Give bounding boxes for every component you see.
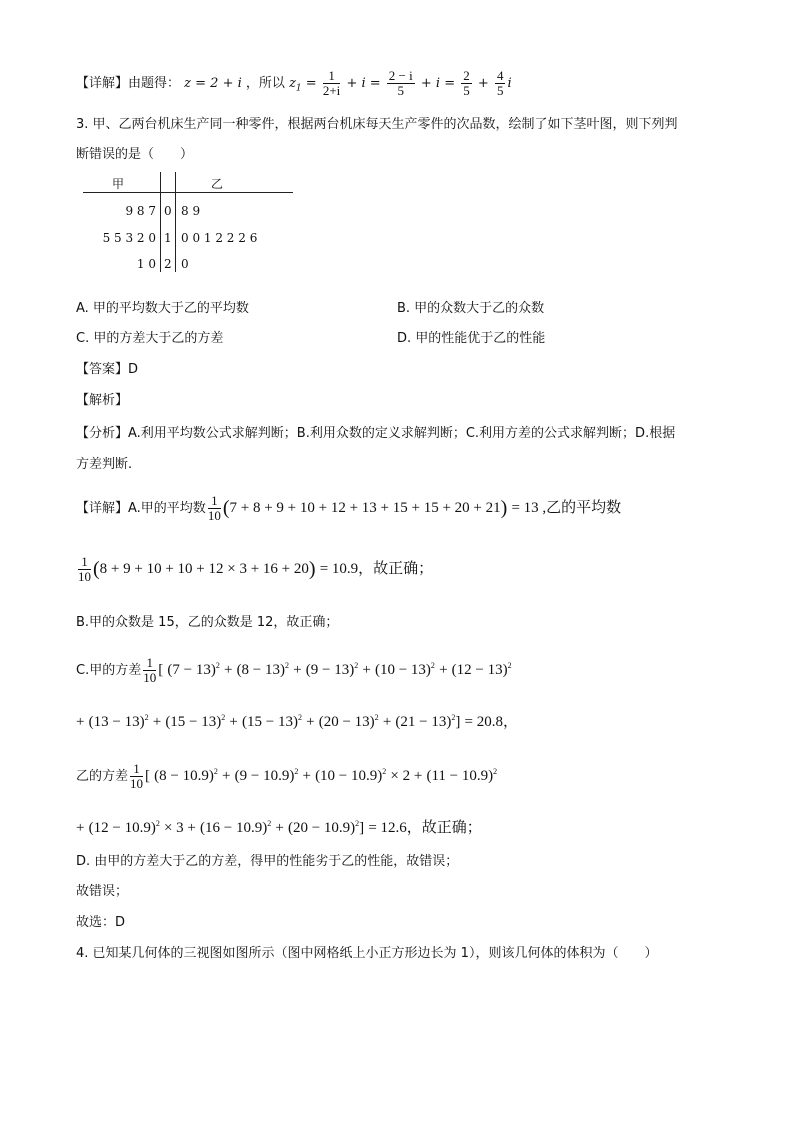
option-b: B. 甲的众数大于乙的众数 <box>397 301 545 316</box>
var-jia-term-9: $(20 - 13)^2$ <box>318 713 379 730</box>
mode-line: B.甲的众数是 15，乙的众数是 12，故正确； <box>76 615 339 630</box>
stem-leaf-plot <box>78 170 298 275</box>
paren-close: ) <box>500 497 508 519</box>
q4-stem: 4. 已知某几何体的三视图如图所示（图中网格纸上小正方形边长为 1），则该几何体的体积为（ ） <box>76 946 658 961</box>
paren-open: ( <box>222 497 230 519</box>
mean-jia-line <box>76 490 621 526</box>
leaf-right-row1: 0 0 1 2 2 2 6 <box>181 231 258 245</box>
detail-line-complex <box>76 66 512 102</box>
var-jia-term-2: $(8 - 13)^2$ <box>236 661 290 678</box>
paren-close-2: ) <box>308 558 316 580</box>
mean-yi-expression: 8 + 9 + 10 + 10 + 12 × 3 + 16 + 20 <box>99 561 309 577</box>
one-tenth-fraction-3: $\frac{1}{10}$ <box>143 655 157 685</box>
var-jia-term-3: $(9 - 13)^2$ <box>305 661 359 678</box>
mean-yi-result: = 10.9，故正确； <box>319 561 434 577</box>
option-a: A. 甲的平均数大于乙的平均数 <box>76 301 249 316</box>
var-jia-lead: C.甲的方差 <box>76 663 142 678</box>
var-yi-times-3: × 3 + <box>163 820 196 836</box>
q3-stem-line1: 3. 甲、乙两台机床生产同一种零件，根据两台机床每天生产零件的次品数，绘制了如下茎叶图，则下列判 <box>76 117 678 132</box>
q3-stem-line2: 断错误的是（ ） <box>76 147 194 162</box>
header-rule <box>83 192 293 193</box>
var-yi-term-5: $(12 - 10.9)^2$ <box>88 819 160 836</box>
var-yi-term-6: $(16 - 10.9)^2$ <box>200 819 272 836</box>
fenxi-line2: 方差判断. <box>76 457 133 472</box>
var-jia-term-7: $(15 - 13)^2$ <box>165 713 226 730</box>
stem-row1: 1 <box>164 231 172 245</box>
z-expression: z = 2 + i <box>184 76 242 91</box>
paren-open-2: ( <box>93 558 100 580</box>
fraction-4-over-5: $\frac{4}{5}$ <box>496 68 504 98</box>
detail-lead: 由题得： <box>128 76 181 91</box>
detail-tag: 【详解】 <box>76 76 129 91</box>
var-yi-times-2: × 2 + <box>390 768 423 784</box>
analysis-tag: 【解析】 <box>76 393 129 408</box>
var-jia-result: = 20.8， <box>464 714 518 730</box>
var-yi-row2: + $(12 - 10.9)^2 \times 3 + (16 - 10.9)^2 + (20 - 10.9)^2] = 12.6$，故正确； <box>76 819 482 836</box>
fraction-2mi-over-5: $\frac{2 - i}{5}$ <box>388 68 413 98</box>
var-jia-row2: + $(13 - 13)^2 + (15 - 13)^2 + (15 - 13)^2 + (20 - 13)^2 + (21 - 13)^2] = 20.8$， <box>76 713 518 730</box>
mean-yi-line <box>76 551 433 587</box>
var-yi-term-4: $(11 - 10.9)^2$ <box>426 767 498 784</box>
fraction-1-over-2pi: $\frac{1}{2+i}$ <box>322 68 341 98</box>
answer-line <box>76 358 138 377</box>
option-d: D. 甲的性能优于乙的性能 <box>397 331 546 346</box>
choose-line: 故选：D <box>76 915 126 930</box>
header-jia: 甲 <box>112 177 125 191</box>
conclusion-d-line: D. 由甲的方差大于乙的方差，得甲的性能劣于乙的性能，故错误； <box>76 854 459 869</box>
var-jia-term-5: $(12 - 13)^2$ <box>451 661 512 678</box>
mean-jia-lead: 【详解】A.甲的平均数 <box>76 501 206 516</box>
plus-i-2: + i = <box>420 76 456 91</box>
var-yi-term-7: $(20 - 10.9)^2$ <box>287 819 360 836</box>
var-jia-term-10: $(21 - 13)^2$ <box>395 713 456 730</box>
one-tenth-fraction-4: $\frac{1}{10}$ <box>130 761 144 791</box>
plus: + <box>477 76 489 91</box>
leaf-right-row0: 8 9 <box>181 204 201 218</box>
wrong-line: 故错误； <box>76 884 129 899</box>
var-yi-result: = 12.6，故正确； <box>368 820 482 836</box>
answer-tag: 【答案】 <box>76 362 129 377</box>
var-yi-row1: 乙的方差 $\frac{1}{10}$ [ $(8 - 10.9)^2 + (9 - 10.9)^2 + (10 - 10.9)^2 \times 2 + (11 - 10.9)^2$ <box>76 761 498 791</box>
leaf-left-row2: 1 0 <box>136 257 156 271</box>
var-yi-term-3: $(10 - 10.9)^2$ <box>315 767 387 784</box>
divider-right <box>175 172 176 272</box>
leaf-left-row0: 9 8 7 <box>125 204 156 218</box>
leaf-right-row2: 0 <box>181 257 189 271</box>
plus-i: + i = <box>346 76 381 91</box>
stem-row0: 0 <box>164 204 172 218</box>
so-text: ，所以 <box>245 76 285 91</box>
one-tenth-fraction: $\frac{1}{10}$ <box>207 493 221 523</box>
var-yi-term-2: $(9 - 10.9)^2$ <box>234 767 299 784</box>
fenxi-line1: 【分析】A.利用平均数公式求解判断；B.利用众数的定义求解判断；C.利用方差的公式求解判断；D.根据 <box>76 426 676 441</box>
stem-row2: 2 <box>164 257 172 271</box>
var-jia-term-4: $(10 - 13)^2$ <box>374 661 435 678</box>
equals: = <box>305 76 317 91</box>
divider-left <box>160 172 161 272</box>
answer-value: D <box>128 362 139 377</box>
var-yi-term-1: $(8 - 10.9)^2$ <box>154 767 218 784</box>
i-symbol: i <box>507 76 512 91</box>
mean-jia-result: = 13 ,乙的平均数 <box>511 500 622 516</box>
option-c: C. 甲的方差大于乙的方差 <box>76 331 224 346</box>
header-yi: 乙 <box>211 177 224 191</box>
var-jia-term-1: $(7 - 13)^2$ <box>167 661 220 678</box>
mean-jia-expression: 7 + 8 + 9 + 10 + 12 + 13 + 15 + 15 + 20 + 21 <box>229 500 501 516</box>
z1-symbol: $z_1$ <box>289 76 302 94</box>
fraction-2-over-5: $\frac{2}{5}$ <box>463 68 470 98</box>
var-jia-row1: C.甲的方差 $\frac{1}{10}$ [ $(7 - 13)^2 + (8 - 13)^2 + (9 - 13)^2 + (10 - 13)^2 + (12 - 13)^2$ <box>76 655 512 685</box>
leaf-left-row1: 5 5 3 2 0 <box>102 231 156 245</box>
one-tenth-fraction-2: $\frac{1}{10}$ <box>78 554 91 584</box>
var-jia-term-8: $(15 - 13)^2$ <box>242 713 302 730</box>
var-jia-term-6: $(13 - 13)^2$ <box>88 713 149 730</box>
var-yi-lead: 乙的方差 <box>76 769 129 784</box>
